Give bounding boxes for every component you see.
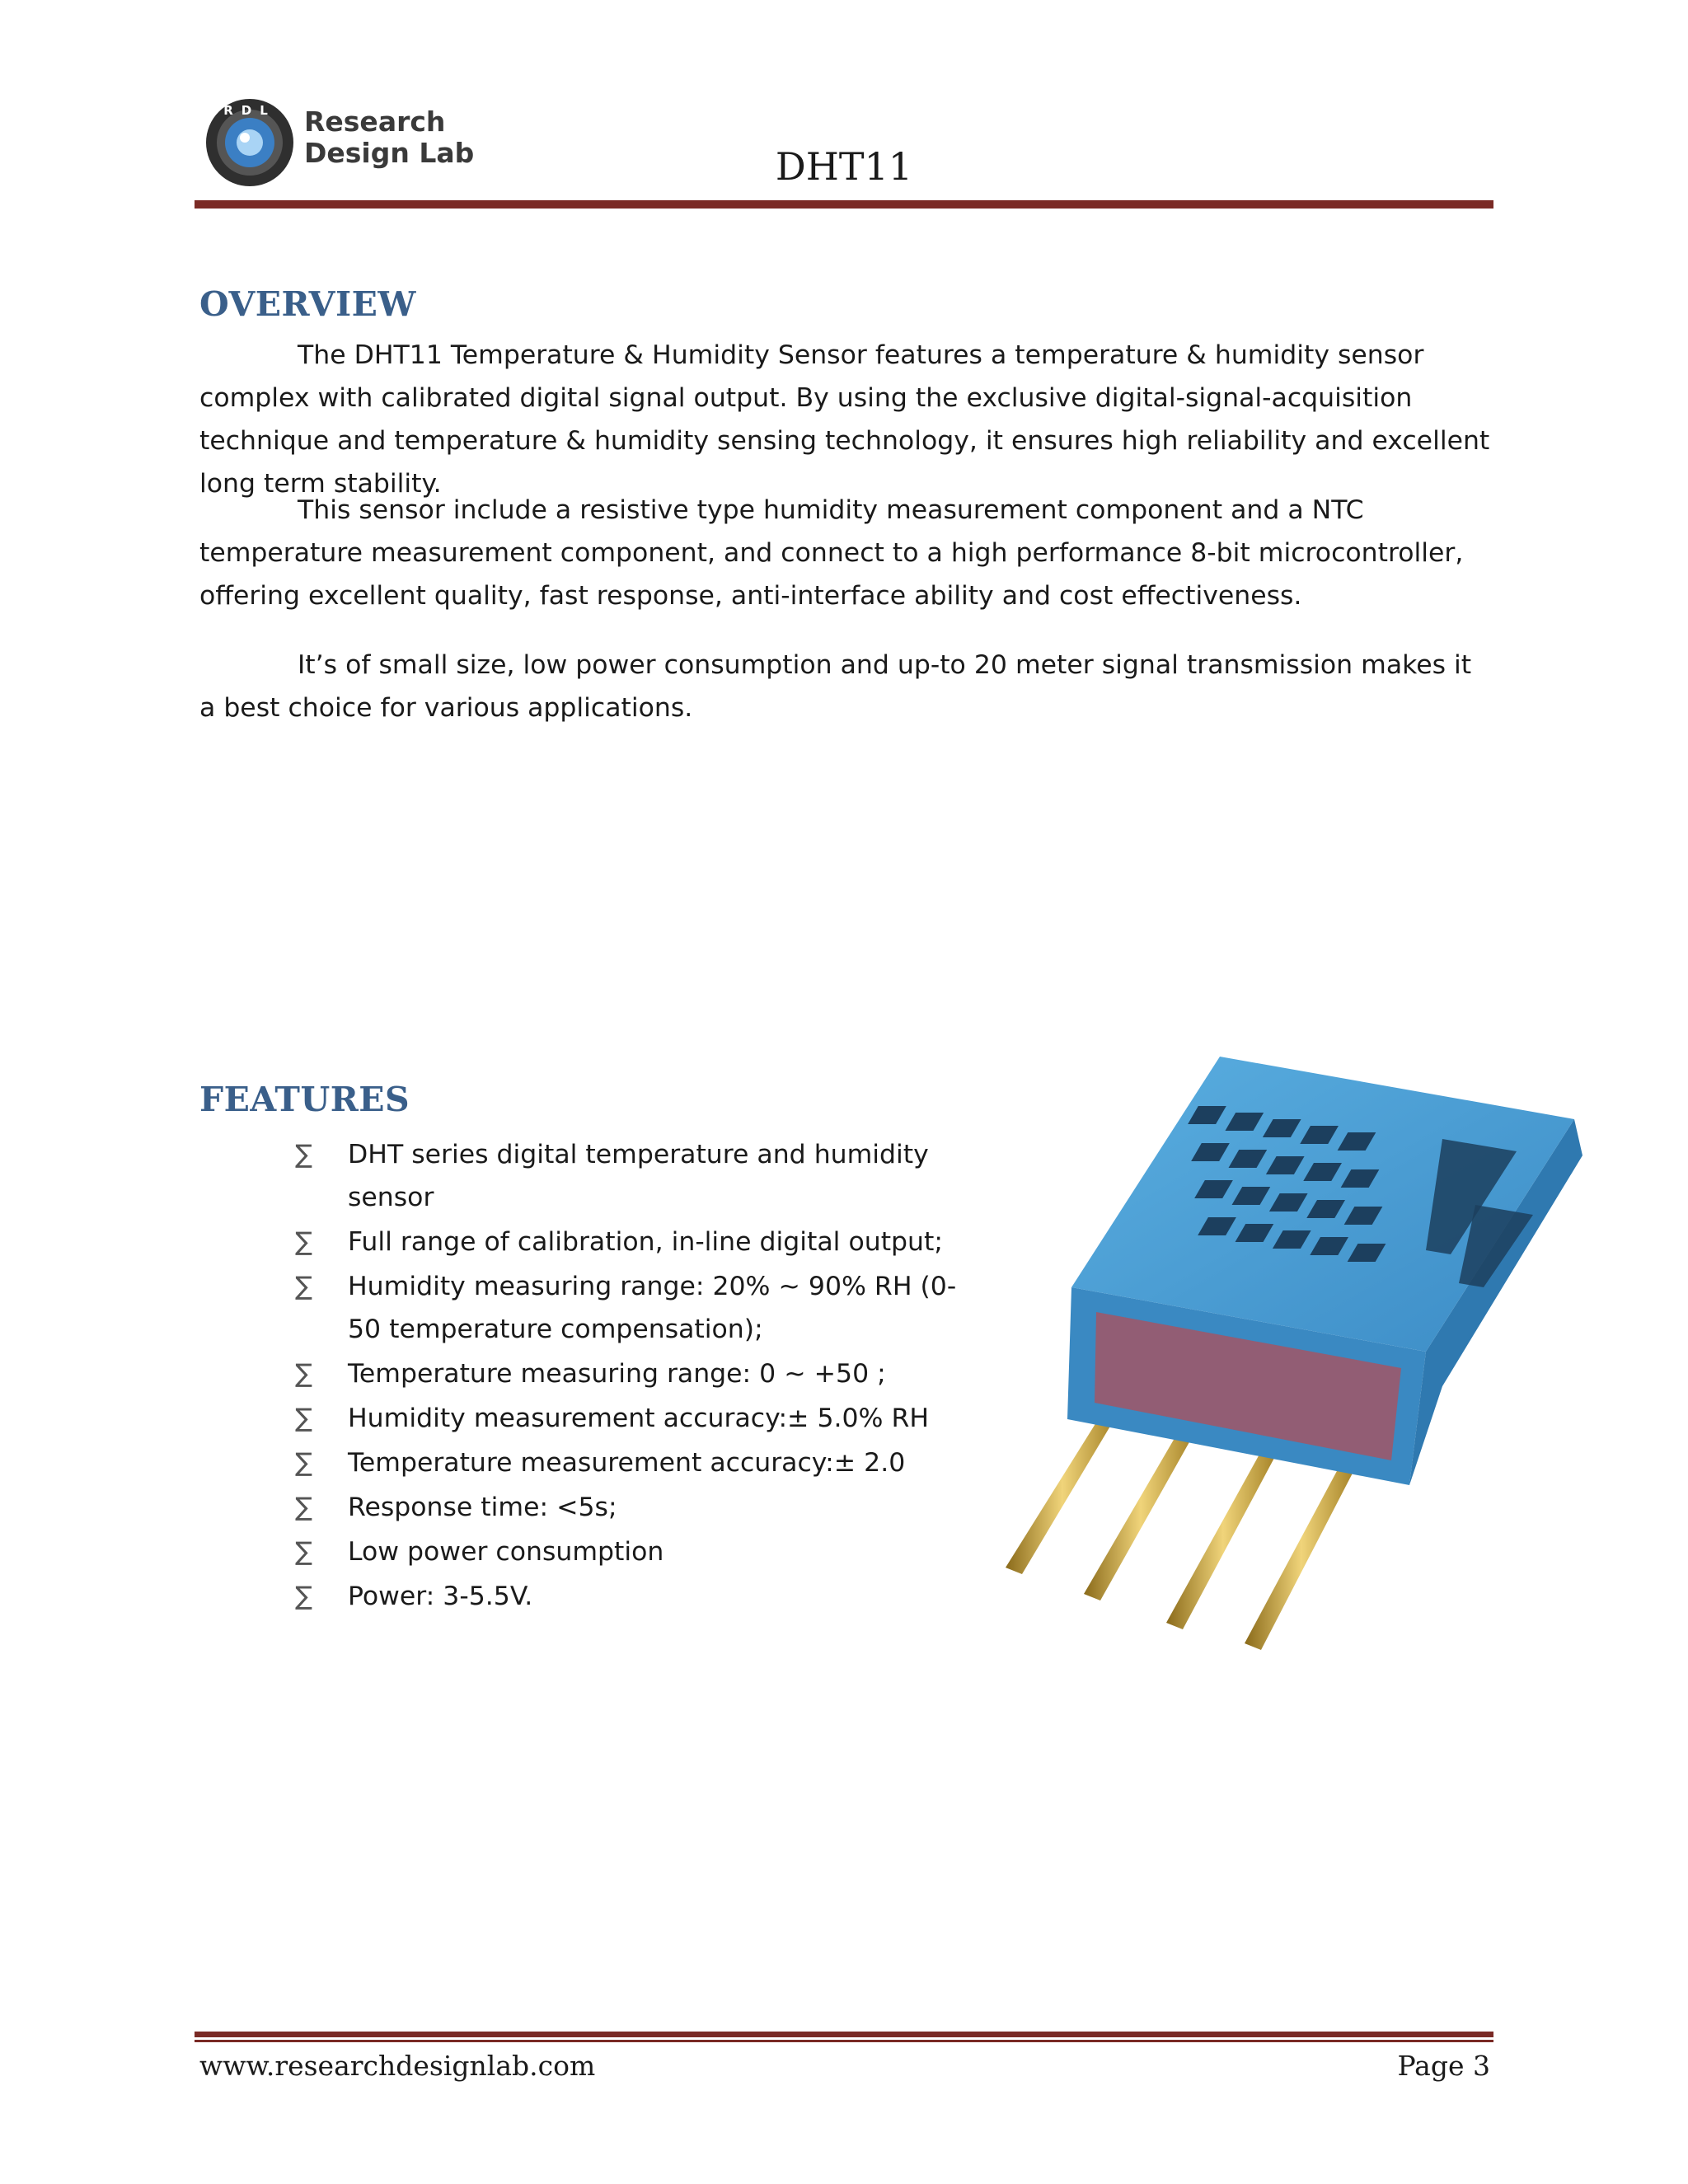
overview-heading: OVERVIEW (199, 284, 416, 324)
bullet-icon: ∑ (295, 1272, 312, 1301)
bullet-icon: ∑ (295, 1582, 312, 1611)
bullet-icon: ∑ (295, 1537, 312, 1567)
bullet-icon: ∑ (295, 1359, 312, 1389)
feature-item: ∑ Humidity measuring range: 20% ~ 90% RH (0-50 temperature compensation); (295, 1265, 971, 1351)
feature-item: ∑ DHT series digital temperature and humidity sensor (295, 1133, 971, 1219)
dht11-sensor-image (981, 1040, 1591, 1666)
page-number: Page 3 (1397, 2050, 1490, 2082)
feature-item: ∑ Temperature measuring range: 0 ~ +50 ; (295, 1352, 971, 1395)
feature-item: ∑ Humidity measurement accuracy:± 5.0% RH (295, 1397, 971, 1440)
overview-paragraph-1: The DHT11 Temperature & Humidity Sensor features a temperature & humidity sensor complex with calibrated digital signal output. By using the exclusive digital-signal-acquisition technique and temperature & humidity sensing technology, it ensures high reliability and excellent long term stability. (199, 340, 1490, 499)
document-title: DHT11 (775, 144, 913, 189)
bullet-icon: ∑ (295, 1404, 312, 1433)
logo-line-1: Research (304, 105, 446, 138)
bullet-icon: ∑ (295, 1227, 312, 1257)
feature-item: ∑ Response time: <5s; (295, 1486, 971, 1529)
bullet-icon: ∑ (295, 1493, 312, 1522)
feature-item: ∑ Power: 3-5.5V. (295, 1575, 971, 1618)
logo-line-2: Design Lab (304, 137, 475, 169)
bullet-icon: ∑ (295, 1140, 312, 1169)
footer-rule (195, 2032, 1493, 2042)
features-list (295, 1133, 971, 1619)
overview-paragraph-2: This sensor include a resistive type humidity measurement component and a NTC temperature measurement component, and connect to a high performance 8-bit microcontroller, offering excellent quality, fast response, anti-interface ability and cost effectiveness. (199, 495, 1464, 611)
footer-website-link[interactable]: www.researchdesignlab.com (199, 2050, 596, 2082)
overview-paragraph-3: It’s of small size, low power consumption and up-to 20 meter signal transmission makes it a best choice for various applications. (199, 650, 1472, 723)
bullet-icon: ∑ (295, 1448, 312, 1478)
features-heading: FEATURES (199, 1080, 410, 1119)
feature-item: ∑ Temperature measurement accuracy:± 2.0 (295, 1441, 971, 1484)
feature-item: ∑ Full range of calibration, in-line digital output; (295, 1221, 971, 1263)
header-rule (195, 198, 1493, 209)
feature-item: ∑ Low power consumption (295, 1530, 971, 1573)
logo-ring-text: RDL (223, 103, 276, 118)
